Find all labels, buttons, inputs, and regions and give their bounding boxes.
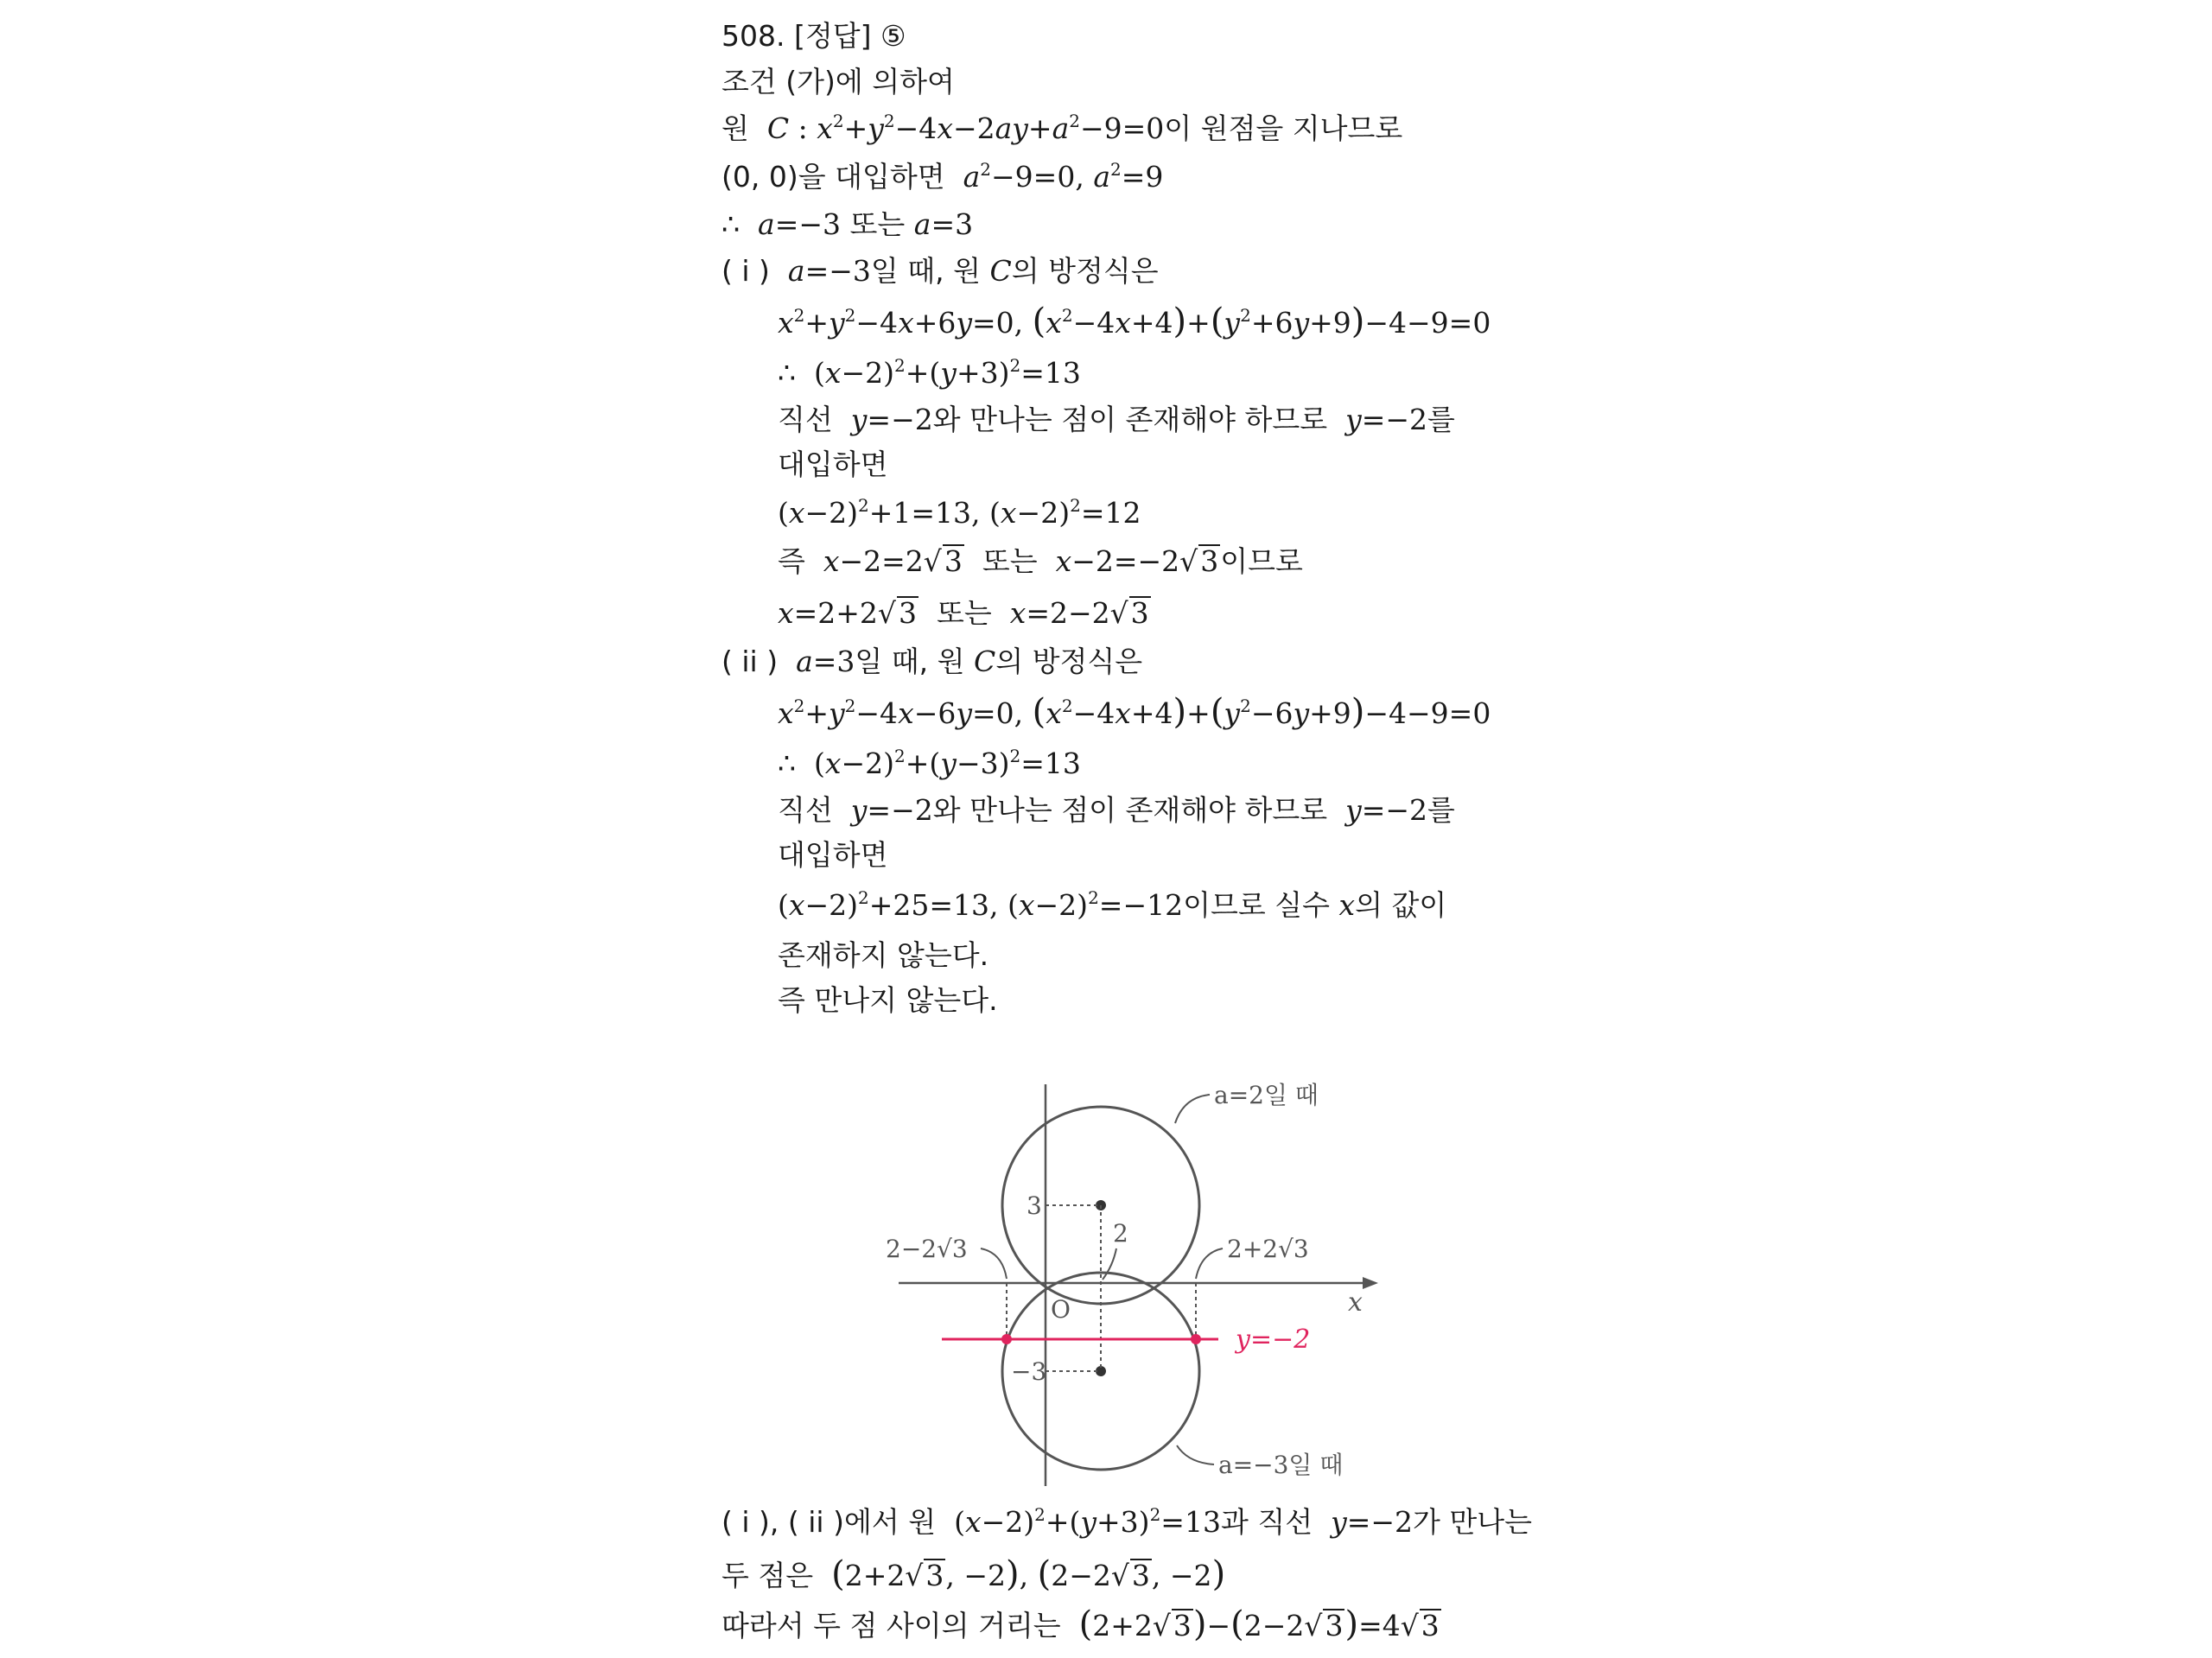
label-radius: 2 xyxy=(1113,1219,1128,1248)
intersection-right xyxy=(1191,1334,1201,1344)
case1-roots: 즉 x−2=2√3 또는 x−2=−2√3이므로 xyxy=(778,544,1303,578)
leader-right xyxy=(1196,1248,1223,1279)
case1-label: ( i ) xyxy=(721,254,770,288)
label-left-root: 2−2√3 xyxy=(886,1235,968,1263)
label-origin: O xyxy=(1051,1295,1071,1324)
intersection-left xyxy=(1001,1334,1012,1344)
answer-value: ⑤ xyxy=(880,19,906,53)
case1-result: $(x-2)^2+1=13$, $(x-2)^2=12$ xyxy=(778,495,1141,530)
label-a2: a=2일 때 xyxy=(1214,1081,1319,1109)
case1-line-condition: 직선 y=−2와 만나는 점이 존재해야 하므로 y=−2를 xyxy=(778,403,1455,436)
problem-header xyxy=(721,17,906,55)
leader-radius xyxy=(1103,1248,1116,1280)
leader-a-neg3 xyxy=(1177,1445,1214,1464)
label-x: x xyxy=(1348,1287,1363,1318)
case2-no-exist: 존재하지 않는다. xyxy=(778,938,989,972)
leader-a2 xyxy=(1175,1095,1210,1123)
circle-diagram xyxy=(873,1076,1391,1490)
conclusion-line: ( i ), ( ii )에서 원 $(x-2)^2+(y+3)^2=13$과 직선 y=−2가 만나는 xyxy=(721,1504,1533,1539)
circle-equation-line: 원 C : $x^2+y^2-4x-2ay+a^2-9=0$이 원점을 지나므로 xyxy=(721,111,1403,145)
case2-heading: ( ii ) a=3일 때, 원 C의 방정식은 xyxy=(721,645,1143,678)
label-y-neg3: −3 xyxy=(1011,1357,1047,1386)
label-y3: 3 xyxy=(1027,1191,1042,1220)
leader-left xyxy=(981,1248,1007,1279)
label-a-neg3: a=−3일 때 xyxy=(1218,1451,1344,1479)
case2-result: $(x-2)^2+25=13$, $(x-2)^2=-12$이므로 실수 x의 값이 xyxy=(778,887,1447,922)
circle-equation: C : $x^2+y^2-4x-2ay+a^2-9=0$ xyxy=(766,111,1165,145)
distance-line: 따라서 두 점 사이의 거리는 (2+2√3)−(2−2√3)=4√3 xyxy=(721,1604,1440,1644)
answer-tag: [정답] xyxy=(793,19,872,53)
case1-expand: $x^2+y^2-4x+6y=0$, $(x^2-4x+4)+(y^2+6y+9)-4-9=0$ xyxy=(778,302,1491,341)
x-axis-arrow xyxy=(1363,1277,1378,1289)
case2-label: ( ii ) xyxy=(721,645,779,678)
case1-x-values: x=2+2√3 또는 x=2−2√3 xyxy=(778,596,1149,630)
substitute-origin-line: (0, 0)을 대입하면 $a^2-9=0$, $a^2=9$ xyxy=(721,159,1164,194)
case2-substitute: 대입하면 xyxy=(778,838,888,872)
problem-number: 508. xyxy=(721,19,785,53)
case1-substitute: 대입하면 xyxy=(778,448,888,481)
label-right-root: 2+2√3 xyxy=(1227,1235,1309,1263)
a-values-line: ∴ a=−3 또는 a=3 xyxy=(721,207,974,241)
case2-standard-form: ∴ $(x-2)^2+(y-3)^2=13$ xyxy=(778,746,1081,780)
case1-standard-form: ∴ $(x-2)^2+(y+3)^2=13$ xyxy=(778,355,1081,390)
two-points-line: 두 점은 (2+2√3, −2), (2−2√3, −2) xyxy=(721,1554,1226,1594)
condition-line: 조건 (가)에 의하여 xyxy=(721,65,955,98)
case2-line-condition: 직선 y=−2와 만나는 점이 존재해야 하므로 y=−2를 xyxy=(778,793,1455,827)
case2-expand: $x^2+y^2-4x-6y=0$, $(x^2-4x+4)+(y^2-6y+9)-4-9=0$ xyxy=(778,692,1491,732)
case1-heading: ( i ) a=−3일 때, 원 C의 방정식은 xyxy=(721,254,1159,288)
case2-no-meet: 즉 만나지 않는다. xyxy=(778,983,998,1017)
label-line: y=−2 xyxy=(1236,1324,1311,1355)
